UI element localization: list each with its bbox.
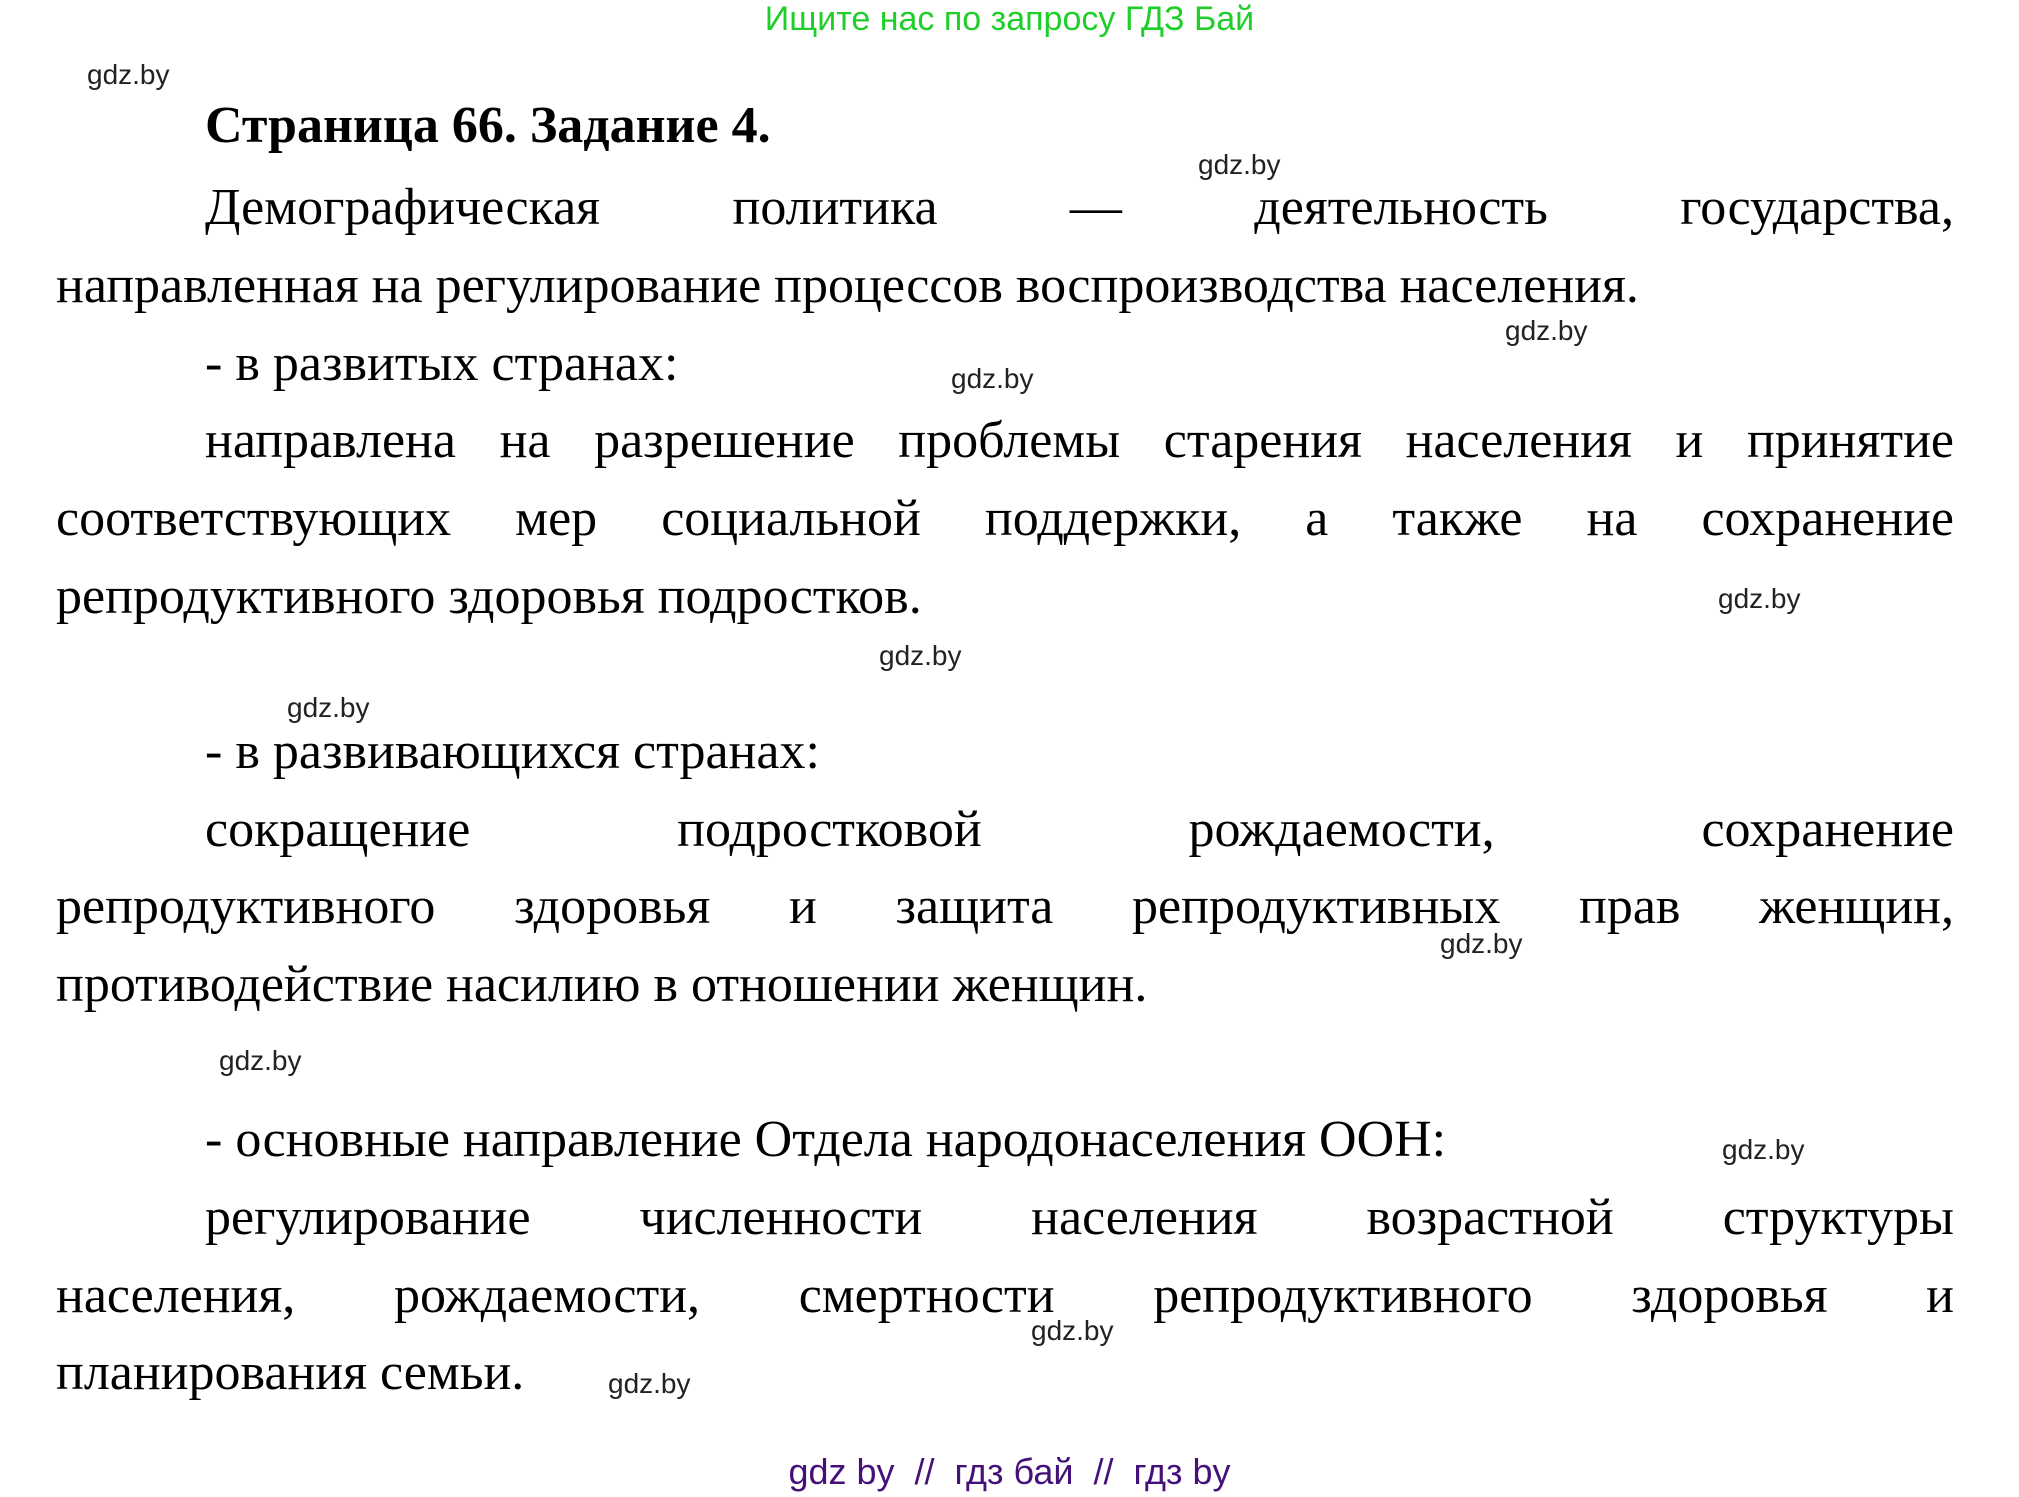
watermark: gdz.by <box>951 363 1034 394</box>
developing-label: - в развивающихся странах: <box>205 723 820 780</box>
footer-links: gdz by // гдз бай // гдз by <box>788 1451 1231 1492</box>
watermark: gdz.by <box>1198 149 1281 180</box>
watermark: gdz.by <box>287 692 370 723</box>
un-line-2: населения, рождаемости, смертности репродуктивного здоровья и <box>56 1267 1954 1324</box>
developing-line-1: сокращение подростковой рождаемости, сохранение <box>205 801 1954 858</box>
developed-line-1: направлена на разрешение проблемы старения населения и принятие <box>205 412 1954 469</box>
watermark: gdz.by <box>1722 1134 1805 1165</box>
un-line-1: регулирование численности населения возрастной структуры <box>205 1189 1954 1246</box>
definition-line-2: направленная на регулирование процессов воспроизводства населения. <box>56 257 1639 314</box>
developed-line-3: репродуктивного здоровья подростков. <box>56 568 922 625</box>
developing-line-3: противодействие насилию в отношении женщин. <box>56 956 1148 1013</box>
watermark: gdz.by <box>879 640 962 671</box>
watermark: gdz.by <box>87 59 170 90</box>
watermark: gdz.by <box>1505 315 1588 346</box>
watermark: gdz.by <box>1440 928 1523 959</box>
un-label: - основные направление Отдела народонаселения ООН: <box>205 1111 1447 1168</box>
watermark: gdz.by <box>608 1368 691 1399</box>
watermark: gdz.by <box>219 1045 302 1076</box>
developed-line-2: соответствующих мер социальной поддержки, а также на сохранение <box>56 490 1954 547</box>
developing-line-2: репродуктивного здоровья и защита репродуктивных прав женщин, <box>56 878 1954 935</box>
search-hint-banner: Ищите нас по запросу ГДЗ Бай <box>764 0 1255 38</box>
page-title: Страница 66. Задание 4. <box>205 97 771 154</box>
watermark: gdz.by <box>1031 1315 1114 1346</box>
developed-label: - в развитых странах: <box>205 335 679 392</box>
watermark: gdz.by <box>1718 583 1801 614</box>
definition-line-1: Демографическая политика — деятельность государства, <box>205 179 1954 236</box>
un-line-3: планирования семьи. <box>56 1344 525 1401</box>
